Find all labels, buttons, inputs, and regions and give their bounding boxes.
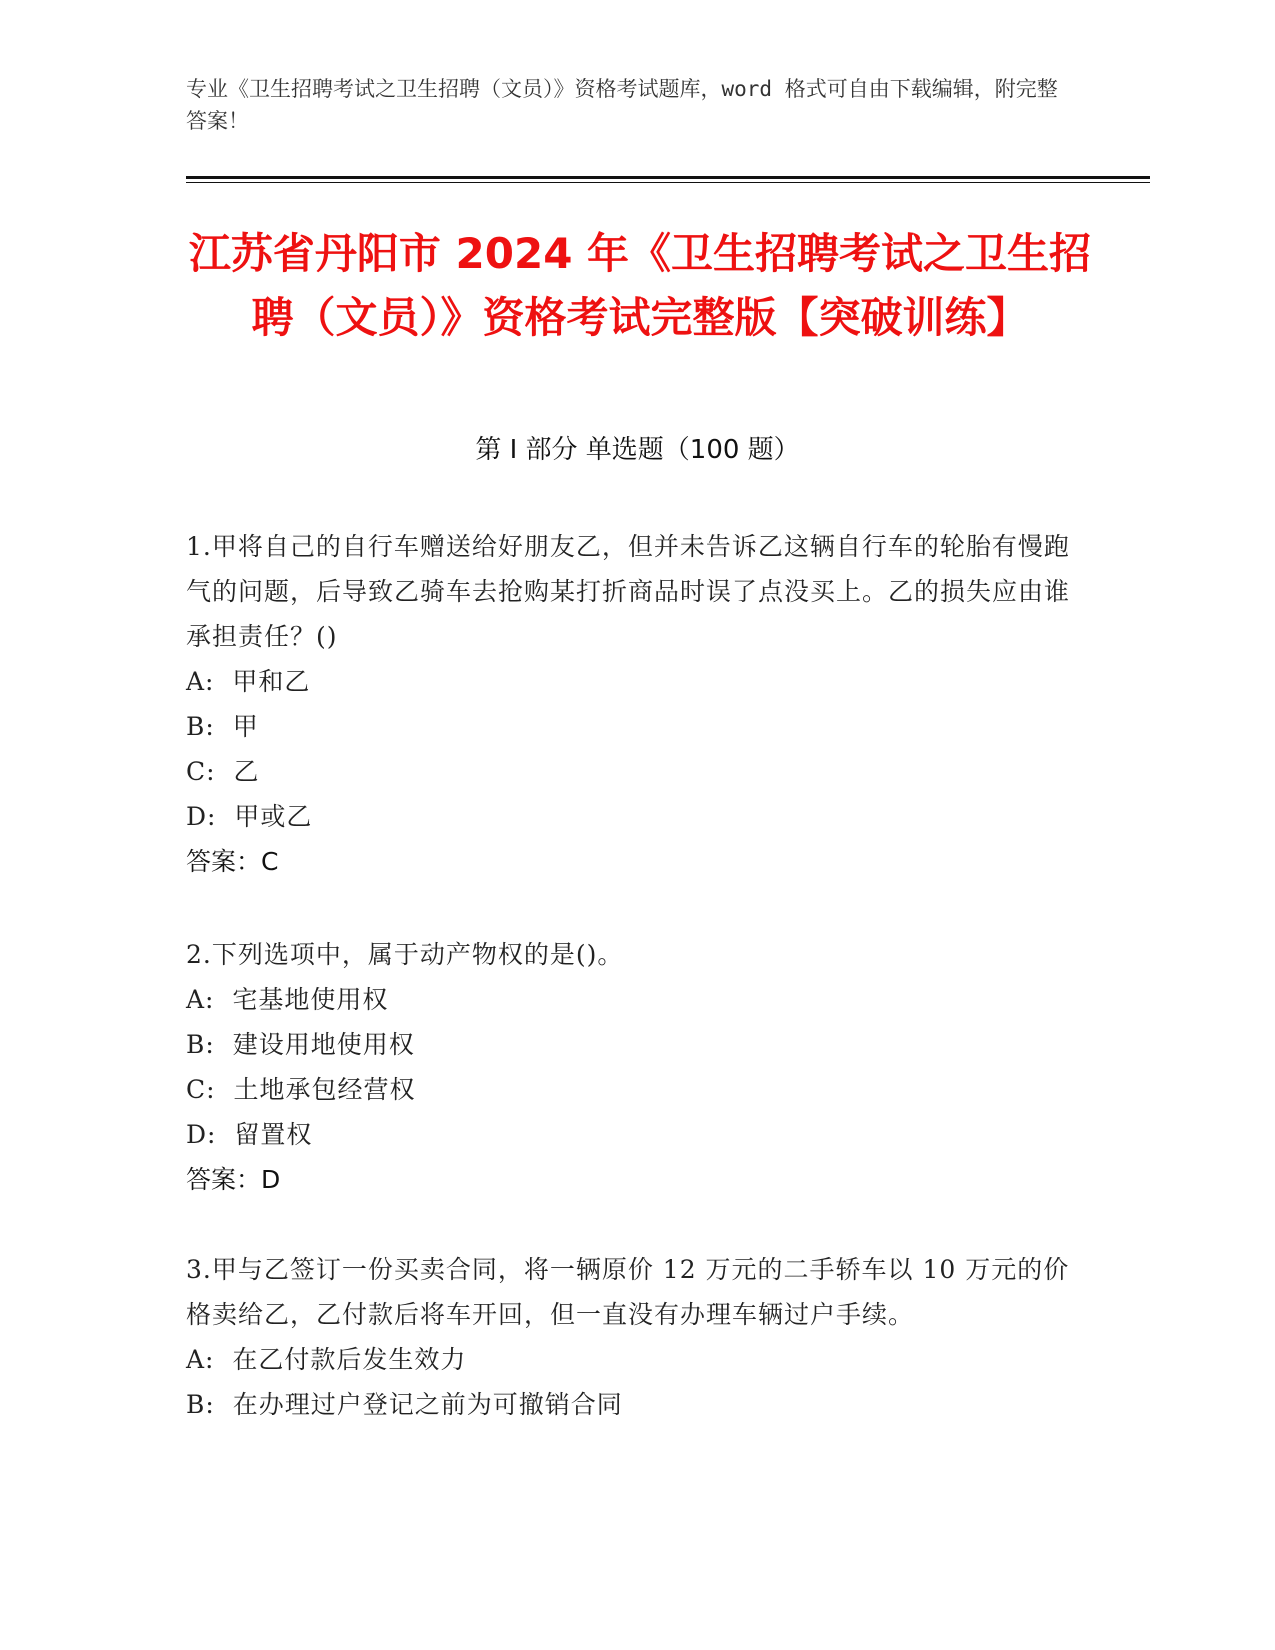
option-c: C: 乙 bbox=[186, 757, 260, 786]
question-stem: 2.下列选项中，属于动产物权的是()。 bbox=[186, 940, 624, 969]
option-b: B: 在办理过户登记之前为可撤销合同 bbox=[186, 1390, 623, 1419]
option-a: A: 在乙付款后发生效力 bbox=[186, 1345, 467, 1374]
option-d: D: 留置权 bbox=[186, 1120, 313, 1149]
option-b: B: 甲 bbox=[186, 712, 259, 741]
question-3 bbox=[186, 1247, 1086, 1427]
option-d: D: 甲或乙 bbox=[186, 802, 313, 831]
answer-line: 答案：C bbox=[186, 847, 279, 876]
header-divider-thin bbox=[186, 182, 1150, 183]
option-a: A: 甲和乙 bbox=[186, 667, 311, 696]
question-2 bbox=[186, 932, 1086, 1202]
option-b: B: 建设用地使用权 bbox=[186, 1030, 415, 1059]
document-title: 江苏省丹阳市 2024 年《卫生招聘考试之卫生招聘（文员）》资格考试完整版【突破训练】 bbox=[188, 229, 1092, 342]
section-heading: 第 I 部分 单选题（100 题） bbox=[475, 435, 800, 465]
question-stem: 3.甲与乙签订一份买卖合同，将一辆原价 12 万元的二手轿车以 10 万元的价格卖给乙，乙付款后将车开回，但一直没有办理车辆过户手续。 bbox=[186, 1255, 1070, 1329]
option-a: A: 宅基地使用权 bbox=[186, 985, 389, 1014]
question-stem: 1.甲将自己的自行车赠送给好朋友乙，但并未告诉乙这辆自行车的轮胎有慢跑气的问题，后导致乙骑车去抢购某打折商品时误了点没买上。乙的损失应由谁承担责任？() bbox=[186, 532, 1071, 651]
header-note: 专业《卫生招聘考试之卫生招聘（文员）》资格考试题库，word 格式可自由下载编辑，附完整答案！ bbox=[186, 77, 1058, 133]
option-c: C: 土地承包经营权 bbox=[186, 1075, 416, 1104]
header-divider-thick bbox=[186, 176, 1150, 179]
answer-line: 答案：D bbox=[186, 1165, 281, 1194]
question-1 bbox=[186, 524, 1086, 884]
